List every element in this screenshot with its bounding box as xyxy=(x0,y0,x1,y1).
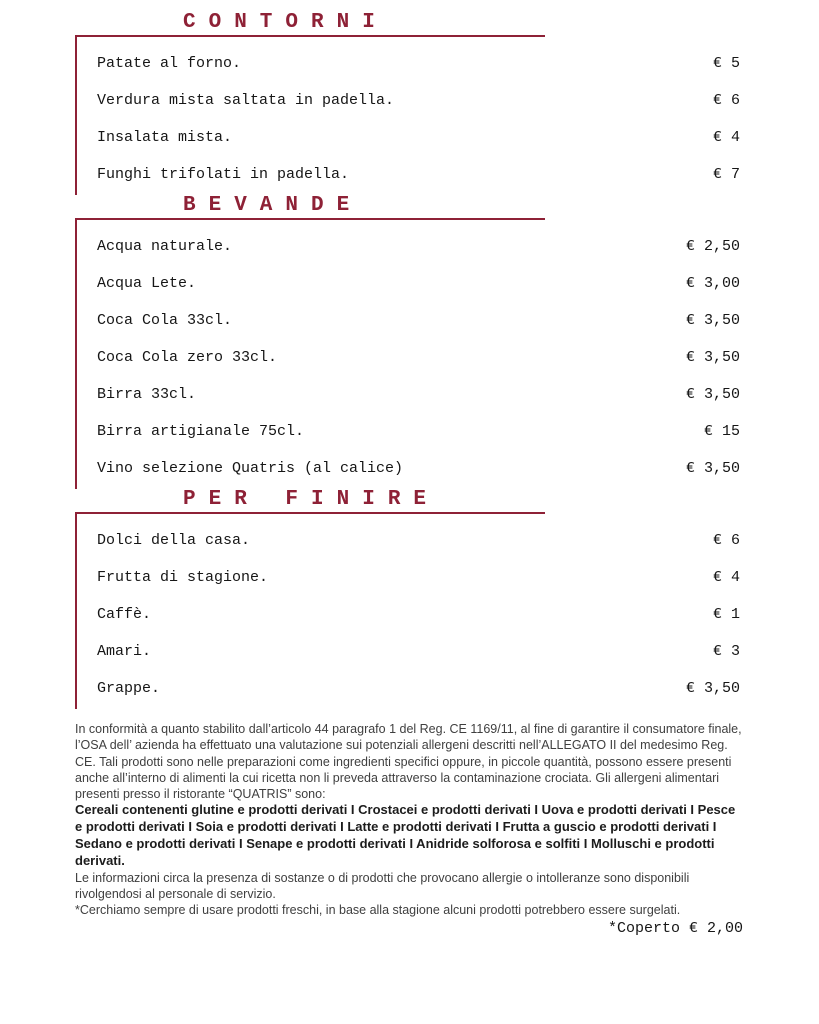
menu-item-name: Amari. xyxy=(97,643,152,660)
section-items xyxy=(75,514,740,709)
section-title: PER FINIRE xyxy=(183,488,440,511)
section-title: BEVANDE xyxy=(183,194,363,217)
menu-item-price: € 3,50 xyxy=(685,386,740,403)
section-underline xyxy=(75,12,545,37)
menu-item-price: € 4 xyxy=(712,569,740,586)
section-underline xyxy=(75,195,545,220)
menu-item-row xyxy=(97,82,740,119)
menu-item-price: € 5 xyxy=(712,55,740,72)
section-underline xyxy=(75,489,545,514)
legal-paragraph: In conformità a quanto stabilito dall’articolo 44 paragrafo 1 del Reg. CE 1169/11, al fine di garantire il consumatore finale, l’OSA dell’ azienda ha effettuato una valutazione sui potenziali allergeni descritti nell’ALLEGATO II del medesimo Reg. CE. Tali prodotti sono nelle preparazioni come ingredienti specifici oppure, in piccole quantità, possono essere presenti anche all’interno di alimenti la cui ricetta non li preveda attraverso la contaminazione crociata. Gli allergeni alimentari presenti presso il ristorante “QUATRIS” sono: xyxy=(75,722,742,801)
menu-item-row xyxy=(97,596,740,633)
menu-item-row xyxy=(97,339,740,376)
menu-item-name: Birra artigianale 75cl. xyxy=(97,423,305,440)
menu-item-row xyxy=(97,302,740,339)
section-per-finire xyxy=(75,489,819,709)
section-bevande xyxy=(75,195,819,489)
section-title: CONTORNI xyxy=(183,11,388,34)
menu-item-name: Insalata mista. xyxy=(97,129,233,146)
menu-item-price: € 3 xyxy=(712,643,740,660)
menu-item-price: € 3,50 xyxy=(685,312,740,329)
menu-item-name: Coca Cola zero 33cl. xyxy=(97,349,278,366)
menu-item-row xyxy=(97,265,740,302)
menu-item-price: € 3,00 xyxy=(685,275,740,292)
menu-item-price: € 2,50 xyxy=(685,238,740,255)
menu-item-row xyxy=(97,450,740,487)
menu-item-row xyxy=(97,633,740,670)
menu-item-name: Birra 33cl. xyxy=(97,386,197,403)
menu-item-price: € 3,50 xyxy=(685,349,740,366)
menu-item-name: Frutta di stagione. xyxy=(97,569,269,586)
allergy-info-line: Le informazioni circa la presenza di sostanze o di prodotti che provocano allergie o intolleranze sono disponibili rivolgendosi al personale di servizio. xyxy=(75,870,690,902)
menu-item-price: € 6 xyxy=(712,532,740,549)
menu-item-row xyxy=(97,670,740,707)
menu-item-name: Verdura mista saltata in padella. xyxy=(97,92,395,109)
section-contorni xyxy=(75,12,819,195)
menu-item-row xyxy=(97,45,740,82)
menu-item-price: € 15 xyxy=(703,423,740,440)
menu-item-name: Funghi trifolati in padella. xyxy=(97,166,350,183)
menu-item-row xyxy=(97,413,740,450)
menu-item-price: € 4 xyxy=(712,129,740,146)
menu-item-row xyxy=(97,376,740,413)
menu-item-name: Coca Cola 33cl. xyxy=(97,312,233,329)
frozen-products-note: *Cerchiamo sempre di usare prodotti freschi, in base alla stagione alcuni prodotti potrebbero essere surgelati. xyxy=(75,903,681,918)
menu-item-row xyxy=(97,559,740,596)
menu-item-name: Grappe. xyxy=(97,680,161,697)
menu-item-row xyxy=(97,522,740,559)
footer xyxy=(75,721,743,938)
menu-item-price: € 1 xyxy=(712,606,740,623)
menu-item-name: Vino selezione Quatris (al calice) xyxy=(97,460,404,477)
menu-item-price: € 3,50 xyxy=(685,460,740,477)
menu-item-name: Patate al forno. xyxy=(97,55,242,72)
coperto-note: *Coperto € 2,00 xyxy=(607,919,743,937)
menu-item-price: € 3,50 xyxy=(685,680,740,697)
menu-item-row xyxy=(97,228,740,265)
menu-item-price: € 6 xyxy=(712,92,740,109)
menu-item-name: Acqua naturale. xyxy=(97,238,233,255)
allergens-paragraph: Cereali contenenti glutine e prodotti derivati I Crostacei e prodotti derivati I Uova e prodotti derivati I Pesce e prodotti derivati I Soia e prodotti derivati I Latte e prodotti derivati I Frutta a guscio e prodotti derivati I Sedano e prodotti derivati I Senape e prodotti derivati I Anidride solforosa e solfiti I Molluschi e prodotti derivati. xyxy=(75,802,736,868)
menu-item-name: Caffè. xyxy=(97,606,152,623)
menu-item-row xyxy=(97,156,740,193)
menu-item-name: Acqua Lete. xyxy=(97,275,197,292)
section-items xyxy=(75,37,740,195)
menu-item-name: Dolci della casa. xyxy=(97,532,251,549)
section-items xyxy=(75,220,740,489)
menu-item-row xyxy=(97,119,740,156)
menu-item-price: € 7 xyxy=(712,166,740,183)
